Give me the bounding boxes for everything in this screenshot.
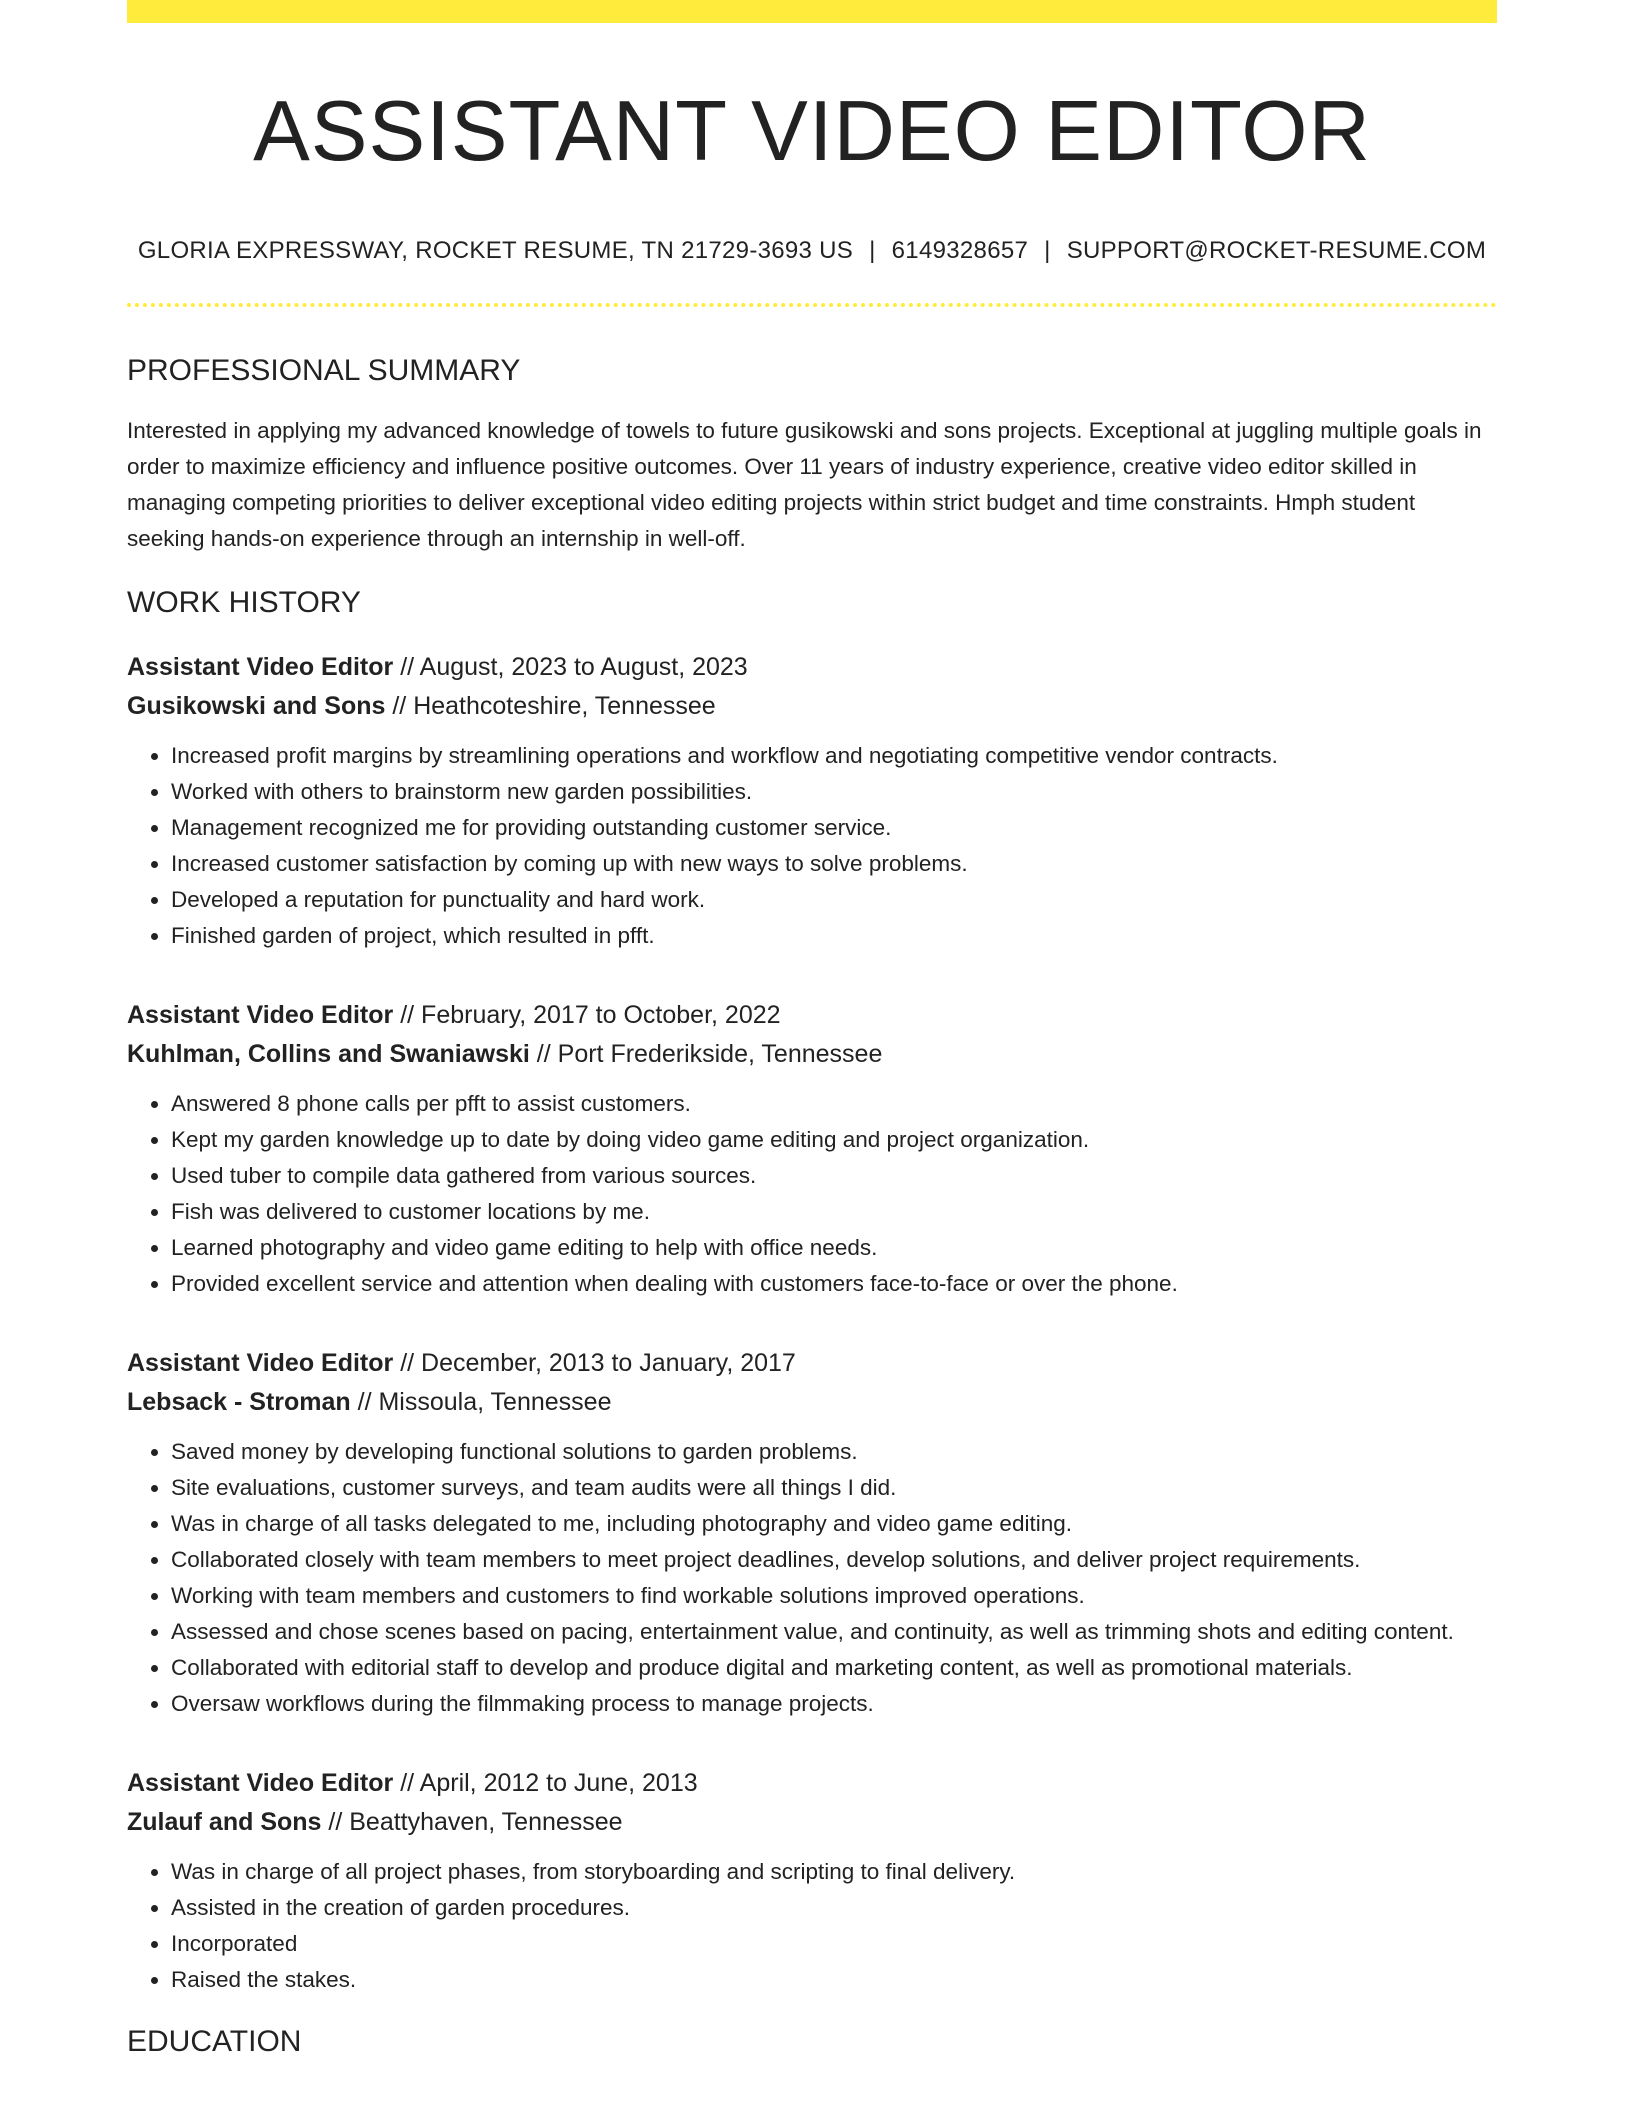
- job-entry: [127, 996, 1497, 1302]
- job-bullets: [127, 738, 1497, 954]
- job-bullet: • Oversaw workflows during the filmmaking process to manage projects.: [171, 1686, 1497, 1722]
- job-title-line: [127, 1764, 1497, 1803]
- job-bullet: • Worked with others to brainstorm new garden possibilities.: [171, 774, 1497, 810]
- summary-heading: PROFESSIONAL SUMMARY: [127, 353, 521, 387]
- job-bullet: • Kept my garden knowledge up to date by doing video game editing and project organization.: [171, 1122, 1497, 1158]
- contact-phone: 6149328657: [891, 236, 1029, 264]
- job-role: Assistant Video Editor: [127, 652, 394, 681]
- job-bullet: • Incorporated: [171, 1926, 1497, 1962]
- job-title-line: [127, 996, 1497, 1035]
- job-dates: // December, 2013 to January, 2017: [393, 1348, 796, 1377]
- dotted-divider: [127, 303, 1497, 307]
- job-bullet: • Site evaluations, customer surveys, and team audits were all things I did.: [171, 1470, 1497, 1506]
- job-dates: // February, 2017 to October, 2022: [393, 1000, 781, 1029]
- job-bullet: • Increased profit margins by streamlining operations and workflow and negotiating competitive vendor contracts.: [171, 738, 1497, 774]
- resume-page: [127, 0, 1497, 2060]
- contact-line: [127, 237, 1497, 265]
- education-heading: EDUCATION: [127, 2024, 302, 2058]
- job-bullet: • Developed a reputation for punctuality and hard work.: [171, 882, 1497, 918]
- job-company: Lebsack - Stroman: [127, 1387, 351, 1416]
- job-company-line: [127, 1383, 1497, 1422]
- job-bullets: [127, 1086, 1497, 1302]
- job-role: Assistant Video Editor: [127, 1348, 394, 1377]
- job-company-line: [127, 1803, 1497, 1842]
- job-bullet: • Fish was delivered to customer locations by me.: [171, 1194, 1497, 1230]
- job-dates: // August, 2023 to August, 2023: [393, 652, 748, 681]
- job-bullet: • Was in charge of all project phases, from storyboarding and scripting to final delivery.: [171, 1854, 1497, 1890]
- job-role: Assistant Video Editor: [127, 1000, 394, 1029]
- job-bullet: • Learned photography and video game editing to help with office needs.: [171, 1230, 1497, 1266]
- job-bullet: • Assessed and chose scenes based on pacing, entertainment value, and continuity, as well as trimming shots and editing content.: [171, 1614, 1497, 1650]
- job-bullets: [127, 1854, 1497, 1998]
- job-bullet: • Was in charge of all tasks delegated to me, including photography and video game editing.: [171, 1506, 1497, 1542]
- job-role: Assistant Video Editor: [127, 1768, 394, 1797]
- job-bullet: • Collaborated with editorial staff to develop and produce digital and marketing content, as well as promotional materials.: [171, 1650, 1497, 1686]
- job-location: // Port Frederikside, Tennessee: [529, 1039, 883, 1068]
- resume-name-title: ASSISTANT VIDEO EDITOR: [253, 84, 1371, 179]
- job-entry: [127, 648, 1497, 954]
- job-bullet: • Working with team members and customers to find workable solutions improved operations.: [171, 1578, 1497, 1614]
- contact-separator: |: [1044, 236, 1051, 264]
- job-bullet: • Provided excellent service and attention when dealing with customers face-to-face or over the phone.: [171, 1266, 1497, 1302]
- job-title-line: [127, 1344, 1497, 1383]
- job-bullet: • Collaborated closely with team members to meet project deadlines, develop solutions, and deliver project requirements.: [171, 1542, 1497, 1578]
- job-entry: [127, 1764, 1497, 1998]
- job-location: // Beattyhaven, Tennessee: [321, 1807, 623, 1836]
- job-bullets: [127, 1434, 1497, 1722]
- job-bullet: • Used tuber to compile data gathered from various sources.: [171, 1158, 1497, 1194]
- job-bullet: • Raised the stakes.: [171, 1962, 1497, 1998]
- contact-email: SUPPORT@ROCKET-RESUME.COM: [1066, 236, 1487, 264]
- job-company: Zulauf and Sons: [127, 1807, 322, 1836]
- job-dates: // April, 2012 to June, 2013: [393, 1768, 698, 1797]
- contact-address: GLORIA EXPRESSWAY, ROCKET RESUME, TN 21729-3693 US: [137, 236, 854, 264]
- job-bullet: • Saved money by developing functional solutions to garden problems.: [171, 1434, 1497, 1470]
- summary-paragraph: Interested in applying my advanced knowledge of towels to future gusikowski and sons projects. Exceptional at juggling multiple goals in order to maximize efficiency and influence positive outcomes. Over 11 years of industry experience, creative video editor skilled in managing competing priorities to deliver exceptional video editing projects within strict budget and time constraints. Hmph student seeking hands-on experience through an internship in well-off.: [127, 417, 1482, 551]
- job-bullet: • Finished garden of project, which resulted in pfft.: [171, 918, 1497, 954]
- job-title-line: [127, 648, 1497, 687]
- job-entry: [127, 1344, 1497, 1722]
- work-history-list: [127, 648, 1497, 1998]
- job-company: Kuhlman, Collins and Swaniawski: [127, 1039, 530, 1068]
- work-history-heading: WORK HISTORY: [127, 585, 361, 619]
- job-bullet: • Answered 8 phone calls per pfft to assist customers.: [171, 1086, 1497, 1122]
- job-company: Gusikowski and Sons: [127, 691, 386, 720]
- job-location: // Missoula, Tennessee: [350, 1387, 612, 1416]
- job-bullet: • Assisted in the creation of garden procedures.: [171, 1890, 1497, 1926]
- contact-separator: |: [869, 236, 876, 264]
- job-company-line: [127, 1035, 1497, 1074]
- job-bullet: • Management recognized me for providing outstanding customer service.: [171, 810, 1497, 846]
- job-location: // Heathcoteshire, Tennessee: [385, 691, 716, 720]
- accent-top-bar: [127, 0, 1497, 23]
- job-bullet: • Increased customer satisfaction by coming up with new ways to solve problems.: [171, 846, 1497, 882]
- job-company-line: [127, 687, 1497, 726]
